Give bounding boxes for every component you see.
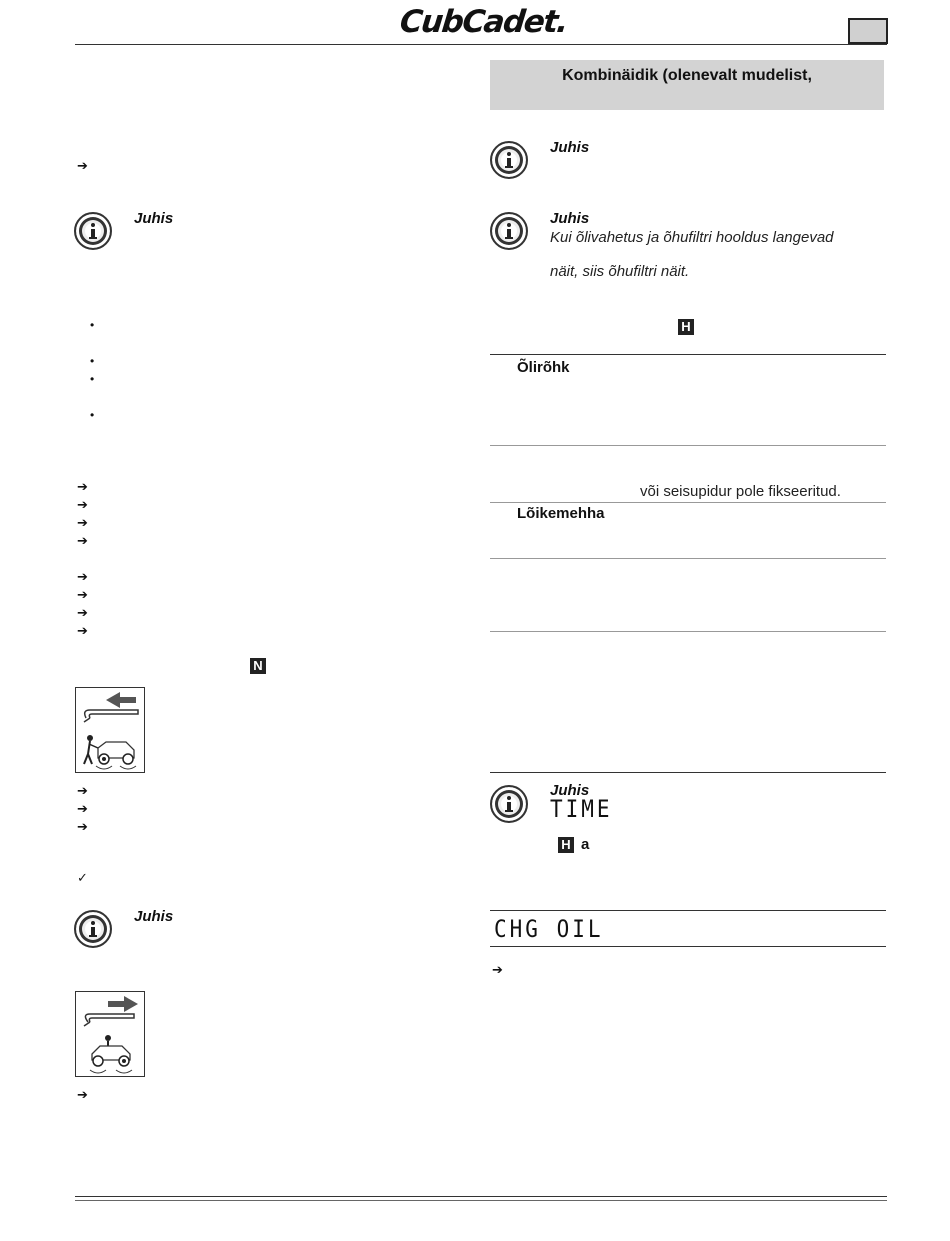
lcd-chg-oil-display: CHG OIL bbox=[494, 915, 604, 943]
arrow-right-icon: ➔ bbox=[77, 587, 88, 602]
arrow-right-icon: ➔ bbox=[77, 801, 88, 816]
table-rule bbox=[490, 354, 886, 355]
lever-forward-riding-mower-icon bbox=[75, 991, 145, 1077]
note-label: Juhis bbox=[550, 210, 590, 227]
table-rule bbox=[490, 445, 886, 446]
arrow-right-icon: ➔ bbox=[77, 158, 88, 173]
badge-n: N bbox=[250, 658, 266, 674]
note-label: Juhis bbox=[134, 210, 174, 227]
table-rule bbox=[490, 910, 886, 911]
oil-pressure-label: Õlirõhk bbox=[517, 359, 570, 376]
info-icon bbox=[490, 141, 528, 179]
note-label: Juhis bbox=[550, 139, 590, 156]
table-rule bbox=[490, 558, 886, 559]
table-rule bbox=[490, 772, 886, 773]
table-rule bbox=[490, 631, 886, 632]
arrow-right-icon: ➔ bbox=[77, 1087, 88, 1102]
arrow-right-icon: ➔ bbox=[77, 515, 88, 530]
bullet-icon: • bbox=[90, 318, 95, 332]
info-icon bbox=[74, 212, 112, 250]
arrow-right-icon: ➔ bbox=[77, 533, 88, 548]
note-label: Juhis bbox=[550, 782, 590, 799]
mower-label: Lõikemehha bbox=[517, 505, 605, 522]
note-text-line: Kui õlivahetus ja õhufiltri hooldus langevad bbox=[550, 229, 834, 246]
section-title: Kombinäidik (olenevalt mudelist, bbox=[562, 67, 812, 84]
section-header bbox=[490, 60, 884, 110]
arrow-right-icon: ➔ bbox=[77, 497, 88, 512]
badge-h: H bbox=[558, 837, 574, 853]
arrow-right-icon: ➔ bbox=[77, 569, 88, 584]
info-icon bbox=[490, 785, 528, 823]
bullet-icon: • bbox=[90, 372, 95, 386]
arrow-right-icon: ➔ bbox=[492, 962, 503, 977]
note-label: Juhis bbox=[134, 908, 174, 925]
note-text-line: näit, siis õhufiltri näit. bbox=[550, 263, 690, 280]
footer-rule bbox=[75, 1200, 887, 1201]
page-language-marker bbox=[848, 18, 888, 44]
header-rule bbox=[75, 44, 887, 45]
brake-text: või seisupidur pole fikseeritud. bbox=[640, 483, 841, 500]
table-rule bbox=[490, 502, 886, 503]
lever-back-push-mower-icon bbox=[75, 687, 145, 773]
checkmark-icon: ✓ bbox=[77, 870, 88, 885]
cub-cadet-logo: CubCadet. bbox=[398, 4, 569, 40]
bullet-icon: • bbox=[90, 354, 95, 368]
arrow-right-icon: ➔ bbox=[77, 783, 88, 798]
table-rule bbox=[490, 946, 886, 947]
arrow-right-icon: ➔ bbox=[77, 819, 88, 834]
lcd-time-display: TIME bbox=[550, 795, 613, 823]
arrow-right-icon: ➔ bbox=[77, 623, 88, 638]
info-icon bbox=[490, 212, 528, 250]
bullet-icon: • bbox=[90, 408, 95, 422]
arrow-right-icon: ➔ bbox=[77, 605, 88, 620]
badge-suffix: a bbox=[581, 836, 590, 853]
arrow-right-icon: ➔ bbox=[77, 479, 88, 494]
badge-h: H bbox=[678, 319, 694, 335]
footer-rule bbox=[75, 1196, 887, 1197]
info-icon bbox=[74, 910, 112, 948]
